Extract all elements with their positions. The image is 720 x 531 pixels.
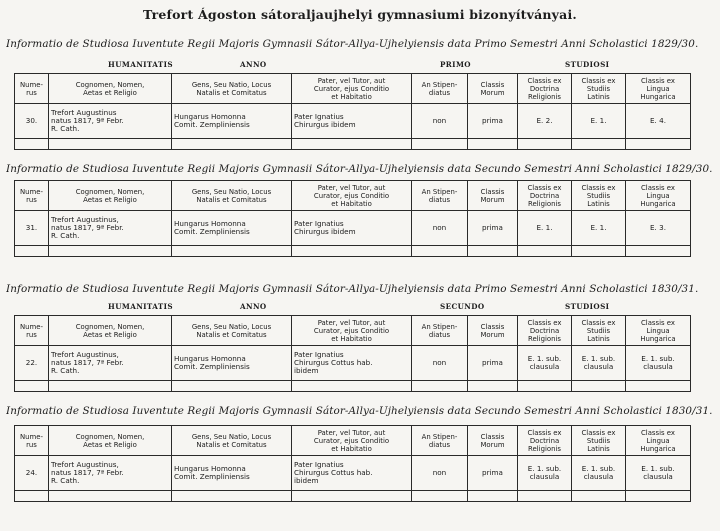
filler-cell <box>572 381 626 392</box>
morum-header <box>468 426 518 456</box>
header-row <box>15 316 691 346</box>
header-line: Curator, ejus Conditio <box>313 326 390 335</box>
filler-cell <box>172 491 292 502</box>
class-heading-anno: ANNO <box>240 60 267 69</box>
cell-line: natus 1817, 9ª Febr. <box>51 116 124 125</box>
header-line: Latinis <box>587 92 610 101</box>
header-line: Studiis <box>586 84 611 93</box>
header-line: Religionis <box>528 92 561 101</box>
filler-cell <box>468 491 518 502</box>
filler-cell <box>15 381 49 392</box>
header-line: Religionis <box>528 199 561 208</box>
lingua-cell: E. 1. sub. clausula <box>626 346 691 381</box>
numerus-header <box>15 316 49 346</box>
name-cell <box>49 104 172 139</box>
filler-cell <box>172 139 292 150</box>
class-heading-ordinal: PRIMO <box>440 60 471 69</box>
cell-line: Pater Ignatius <box>294 350 344 359</box>
header-line: Gens, Seu Natio, Locus <box>191 432 272 441</box>
header-line: Latinis <box>587 334 610 343</box>
cell-line: Pater Ignatius <box>294 112 344 121</box>
header-line: Classis ex <box>640 76 676 85</box>
filler-cell <box>468 246 518 257</box>
header-line: Aetas et Religio <box>83 330 137 339</box>
header-line: Morum <box>480 440 505 449</box>
header-line: Classis ex <box>581 76 616 85</box>
cognomen-header <box>49 74 172 104</box>
semester-info-line: Informatio de Studiosa Iuventute Regii Majoris Gymnasii Sátor-Allya-Ujhelyiensis data Primo Semestri Anni Scholastici 1829/30. <box>6 38 699 50</box>
filler-cell <box>49 139 172 150</box>
class-heading-row <box>0 60 720 72</box>
filler-cell <box>626 491 691 502</box>
header-row <box>15 74 691 104</box>
cell-line: ibidem <box>294 366 319 375</box>
header-line: Latinis <box>587 199 610 208</box>
semester-info-line: Informatio de Studiosa Iuventute Regii Majoris Gymnasii Sátor-Allya-Ujhelyiensis data Primo Semestri Anni Scholastici 1830/31. <box>6 283 699 295</box>
latinis-header <box>572 181 626 211</box>
filler-cell <box>292 246 412 257</box>
header-line: Pater, vel Tutor, aut <box>317 318 386 327</box>
semester-info-line: Informatio de Studiosa Iuventute Regii Majoris Gymnasii Sátor-Allya-Ujhelyiensis data Secundo Semestri Anni Scholastici 1829/30. <box>6 163 713 175</box>
header-line: Aetas et Religio <box>83 440 137 449</box>
gens-header <box>172 426 292 456</box>
register-table <box>14 180 691 257</box>
numerus-header <box>15 74 49 104</box>
filler-cell <box>626 139 691 150</box>
header-line: rus <box>26 195 37 204</box>
doctrina-cell: E. 1. <box>518 211 572 246</box>
doctrina-header <box>518 74 572 104</box>
cell-line: natus 1817, 9ª Febr. <box>51 223 124 232</box>
header-line: An Stipen- <box>421 80 458 89</box>
class-heading-humanitatis: HUMANITATIS <box>108 60 173 69</box>
latinis-cell: E. 1. sub. clausula <box>572 346 626 381</box>
filler-cell <box>15 246 49 257</box>
header-line: Natalis et Comitatus <box>196 88 267 97</box>
filler-cell <box>49 491 172 502</box>
gens-cell <box>172 104 292 139</box>
pater-header <box>292 74 412 104</box>
header-line: Hungarica <box>640 199 676 208</box>
header-line: An Stipen- <box>421 322 458 331</box>
header-line: Pater, vel Tutor, aut <box>317 183 386 192</box>
header-line: Lingua <box>646 436 670 445</box>
header-row <box>15 426 691 456</box>
lingua-cell: E. 4. <box>626 104 691 139</box>
header-line: Natalis et Comitatus <box>196 440 267 449</box>
header-line: diatus <box>428 440 451 449</box>
header-line: Curator, ejus Conditio <box>313 84 390 93</box>
header-line: Cognomen, Nomen, <box>75 432 145 441</box>
header-line: Studiis <box>586 191 611 200</box>
pater-cell <box>292 104 412 139</box>
gens-cell <box>172 211 292 246</box>
cell-line: Hungarus Homonna <box>174 112 246 121</box>
header-line: Doctrina <box>529 436 560 445</box>
cell-line: Pater Ignatius <box>294 460 344 469</box>
cell-line: Trefort Augustinus, <box>51 350 119 359</box>
cell-line: natus 1817, 7ª Febr. <box>51 358 124 367</box>
cell-line: Chirurgus Cottus hab. <box>294 358 373 367</box>
morum-header <box>468 316 518 346</box>
cell-line: Chirurgus Cottus hab. <box>294 468 373 477</box>
header-line: Studiis <box>586 436 611 445</box>
header-line: diatus <box>428 195 451 204</box>
header-line: Lingua <box>646 326 670 335</box>
filler-row <box>15 381 691 392</box>
doctrina-cell: E. 2. <box>518 104 572 139</box>
filler-cell <box>412 381 468 392</box>
header-line: Lingua <box>646 191 670 200</box>
header-line: Gens, Seu Natio, Locus <box>191 80 272 89</box>
header-line: Doctrina <box>529 191 560 200</box>
numerus-cell: 30. <box>15 104 49 139</box>
stipendiatus-cell: non <box>412 211 468 246</box>
morum-cell: prima <box>468 104 518 139</box>
student-row <box>15 456 691 491</box>
gens-header <box>172 74 292 104</box>
gens-cell <box>172 346 292 381</box>
filler-cell <box>626 381 691 392</box>
cell-line: Hungarus Homonna <box>174 354 246 363</box>
name-cell <box>49 456 172 491</box>
pater-header <box>292 181 412 211</box>
header-line: et Habitatio <box>331 199 372 208</box>
cell-line: Comit. Zempliniensis <box>174 227 250 236</box>
filler-cell <box>518 381 572 392</box>
filler-cell <box>172 246 292 257</box>
header-line: Cognomen, Nomen, <box>75 322 145 331</box>
class-heading-studiosi: STUDIOSI <box>565 60 610 69</box>
cognomen-header <box>49 316 172 346</box>
register-table <box>14 73 691 150</box>
latinis-header <box>572 74 626 104</box>
stipendiatus-cell: non <box>412 346 468 381</box>
lingua-header <box>626 316 691 346</box>
morum-cell: prima <box>468 211 518 246</box>
header-line: et Habitatio <box>331 334 372 343</box>
cell-line: Hungarus Homonna <box>174 464 246 473</box>
cell-line: natus 1817, 7ª Febr. <box>51 468 124 477</box>
filler-cell <box>49 246 172 257</box>
header-line: Natalis et Comitatus <box>196 195 267 204</box>
header-line: Religionis <box>528 444 561 453</box>
numerus-cell: 24. <box>15 456 49 491</box>
header-line: Gens, Seu Natio, Locus <box>191 187 272 196</box>
filler-cell <box>172 381 292 392</box>
cell-line: Trefort Augustinus, <box>51 215 119 224</box>
header-line: Classis <box>480 80 505 89</box>
header-line: et Habitatio <box>331 92 372 101</box>
pater-cell <box>292 211 412 246</box>
header-line: Latinis <box>587 444 610 453</box>
header-line: An Stipen- <box>421 187 458 196</box>
filler-cell <box>15 491 49 502</box>
cell-line: R. Cath. <box>51 124 80 133</box>
student-row <box>15 211 691 246</box>
doctrina-header <box>518 181 572 211</box>
cell-line: R. Cath. <box>51 366 80 375</box>
filler-cell <box>292 381 412 392</box>
header-line: Classis ex <box>527 183 562 192</box>
header-line: Classis ex <box>640 318 676 327</box>
latinis-cell: E. 1. <box>572 211 626 246</box>
filler-row <box>15 491 691 502</box>
header-line: Classis <box>480 432 505 441</box>
cell-line: R. Cath. <box>51 476 80 485</box>
filler-cell <box>49 381 172 392</box>
filler-cell <box>412 491 468 502</box>
header-line: Gens, Seu Natio, Locus <box>191 322 272 331</box>
filler-cell <box>518 491 572 502</box>
cell-line: Trefort Augustinus <box>51 108 117 117</box>
filler-cell <box>626 246 691 257</box>
header-line: diatus <box>428 330 451 339</box>
cognomen-header <box>49 181 172 211</box>
stipendiatus-header <box>412 181 468 211</box>
header-line: Aetas et Religio <box>83 195 137 204</box>
morum-cell: prima <box>468 456 518 491</box>
header-line: Morum <box>480 330 505 339</box>
header-line: Nume- <box>20 187 43 196</box>
stipendiatus-cell: non <box>412 456 468 491</box>
numerus-header <box>15 181 49 211</box>
morum-header <box>468 181 518 211</box>
class-heading-row <box>0 302 720 314</box>
pater-cell <box>292 346 412 381</box>
doctrina-header <box>518 426 572 456</box>
header-line: diatus <box>428 88 451 97</box>
header-line: Cognomen, Nomen, <box>75 187 145 196</box>
stipendiatus-header <box>412 316 468 346</box>
latinis-cell: E. 1. <box>572 104 626 139</box>
header-line: Nume- <box>20 322 43 331</box>
filler-cell <box>468 139 518 150</box>
header-line: Nume- <box>20 432 43 441</box>
document-title: Trefort Ágoston sátoraljaujhelyi gymnasiumi bizonyítványai. <box>143 7 577 22</box>
latinis-cell: E. 1. sub. clausula <box>572 456 626 491</box>
filler-row <box>15 246 691 257</box>
header-line: rus <box>26 330 37 339</box>
header-line: Morum <box>480 88 505 97</box>
header-line: Classis <box>480 322 505 331</box>
header-line: Classis ex <box>640 428 676 437</box>
header-line: An Stipen- <box>421 432 458 441</box>
filler-cell <box>572 491 626 502</box>
filler-cell <box>518 246 572 257</box>
numerus-header <box>15 426 49 456</box>
header-line: Pater, vel Tutor, aut <box>317 428 386 437</box>
register-table <box>14 425 691 502</box>
filler-cell <box>518 139 572 150</box>
stipendiatus-header <box>412 74 468 104</box>
header-line: Cognomen, Nomen, <box>75 80 145 89</box>
header-line: Classis ex <box>581 183 616 192</box>
filler-cell <box>572 246 626 257</box>
filler-cell <box>412 139 468 150</box>
gens-header <box>172 181 292 211</box>
filler-cell <box>15 139 49 150</box>
header-line: Hungarica <box>640 334 676 343</box>
filler-cell <box>468 381 518 392</box>
student-row <box>15 104 691 139</box>
header-line: Classis ex <box>581 318 616 327</box>
gens-cell <box>172 456 292 491</box>
cell-line: Pater Ignatius <box>294 219 344 228</box>
doctrina-cell: E. 1. sub. clausula <box>518 456 572 491</box>
filler-cell <box>292 139 412 150</box>
filler-cell <box>292 491 412 502</box>
header-line: Classis ex <box>527 318 562 327</box>
latinis-header <box>572 316 626 346</box>
header-line: Nume- <box>20 80 43 89</box>
numerus-cell: 31. <box>15 211 49 246</box>
header-line: Religionis <box>528 334 561 343</box>
header-line: Hungarica <box>640 444 676 453</box>
header-line: Studiis <box>586 326 611 335</box>
header-line: Morum <box>480 195 505 204</box>
doctrina-header <box>518 316 572 346</box>
morum-header <box>468 74 518 104</box>
header-line: rus <box>26 88 37 97</box>
header-line: Hungarica <box>640 92 676 101</box>
header-line: Pater, vel Tutor, aut <box>317 76 386 85</box>
morum-cell: prima <box>468 346 518 381</box>
header-line: Doctrina <box>529 326 560 335</box>
class-heading-studiosi: STUDIOSI <box>565 302 610 311</box>
name-cell <box>49 211 172 246</box>
header-line: Classis ex <box>581 428 616 437</box>
lingua-header <box>626 181 691 211</box>
class-heading-anno: ANNO <box>240 302 267 311</box>
lingua-cell: E. 1. sub. clausula <box>626 456 691 491</box>
doctrina-cell: E. 1. sub. clausula <box>518 346 572 381</box>
header-line: rus <box>26 440 37 449</box>
header-line: Curator, ejus Conditio <box>313 436 390 445</box>
register-table <box>14 315 691 392</box>
stipendiatus-cell: non <box>412 104 468 139</box>
cell-line: Comit. Zempliniensis <box>174 120 250 129</box>
pater-cell <box>292 456 412 491</box>
header-line: et Habitatio <box>331 444 372 453</box>
cell-line: Chirurgus ibidem <box>294 227 356 236</box>
lingua-cell: E. 3. <box>626 211 691 246</box>
header-line: Classis <box>480 187 505 196</box>
cell-line: Comit. Zempliniensis <box>174 472 250 481</box>
header-line: Classis ex <box>640 183 676 192</box>
pater-header <box>292 316 412 346</box>
header-line: Natalis et Comitatus <box>196 330 267 339</box>
student-row <box>15 346 691 381</box>
pater-header <box>292 426 412 456</box>
latinis-header <box>572 426 626 456</box>
class-heading-ordinal: SECUNDO <box>440 302 485 311</box>
class-heading-humanitatis: HUMANITATIS <box>108 302 173 311</box>
header-line: Lingua <box>646 84 670 93</box>
semester-info-line: Informatio de Studiosa Iuventute Regii Majoris Gymnasii Sátor-Allya-Ujhelyiensis data Secundo Semestri Anni Scholastici 1830/31. <box>6 405 713 417</box>
header-line: Curator, ejus Conditio <box>313 191 390 200</box>
filler-row <box>15 139 691 150</box>
cell-line: Chirurgus ibidem <box>294 120 356 129</box>
header-row <box>15 181 691 211</box>
gens-header <box>172 316 292 346</box>
stipendiatus-header <box>412 426 468 456</box>
cognomen-header <box>49 426 172 456</box>
header-line: Classis ex <box>527 76 562 85</box>
cell-line: Hungarus Homonna <box>174 219 246 228</box>
name-cell <box>49 346 172 381</box>
filler-cell <box>412 246 468 257</box>
cell-line: ibidem <box>294 476 319 485</box>
cell-line: R. Cath. <box>51 231 80 240</box>
lingua-header <box>626 426 691 456</box>
cell-line: Comit. Zempliniensis <box>174 362 250 371</box>
filler-cell <box>572 139 626 150</box>
header-line: Classis ex <box>527 428 562 437</box>
lingua-header <box>626 74 691 104</box>
header-line: Doctrina <box>529 84 560 93</box>
cell-line: Trefort Augustinus, <box>51 460 119 469</box>
header-line: Aetas et Religio <box>83 88 137 97</box>
numerus-cell: 22. <box>15 346 49 381</box>
